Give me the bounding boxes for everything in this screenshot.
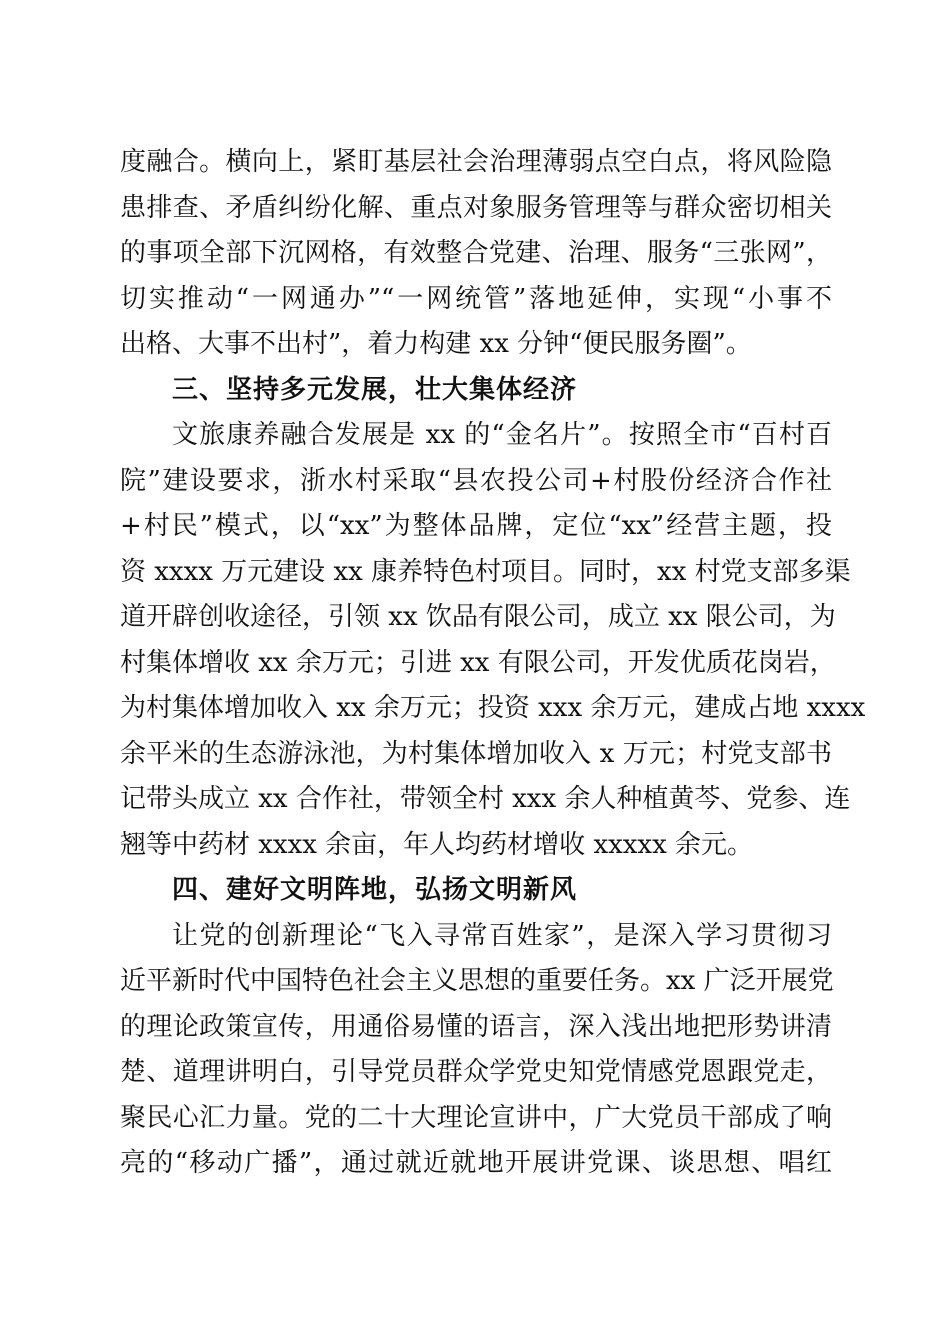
text-line: 让党的创新理论“飞入寻常百姓家”，是深入学习贯彻习 — [172, 920, 832, 951]
text-line: 文旅康养融合发展是 xx 的“金名片”。按照全市“百村百 — [172, 420, 832, 450]
text-line: 院”建设要求，浙水村采取“县农投公司+村股份经济合作社 — [120, 465, 832, 496]
text-line: 的事项全部下沉网格，有效整合党建、治理、服务“三张网”， — [120, 238, 832, 268]
text-line: 患排查、矛盾纠纷化解、重点对象服务管理等与群众密切相关 — [120, 192, 832, 223]
document-page — [120, 140, 866, 1187]
text-line: 亮的“移动广播”，通过就近就地开展讲党课、谈思想、唱红 — [120, 1148, 832, 1178]
text-line: 度融合。横向上，紧盯基层社会治理薄弱点空白点，将风险隐 — [120, 147, 832, 177]
text-line: 翘等中药材 xxxx 余亩，年人均药材增收 xxxxx 余元。 — [120, 829, 754, 860]
paragraph-collective-economy — [120, 413, 866, 868]
paragraph-civilization — [120, 914, 832, 1187]
text-line: 资 xxxx 万元建设 xx 康养特色村项目。同时，xx 村党支部多渠 — [120, 556, 851, 587]
text-line: 楚、道理讲明白，引导党员群众学党史知党情感党恩跟党走， — [120, 1057, 832, 1087]
section-heading-collective-economy: 三、坚持多元发展，壮大集体经济 — [172, 374, 578, 405]
text-line: 的理论政策宣传，用通俗易懂的语言，深入浅出地把形势讲清 — [120, 1011, 832, 1042]
text-line: 为村集体增加收入 xx 余万元；投资 xxx 余万元，建成占地 xxxx — [120, 693, 866, 723]
text-line: 出格、大事不出村”，着力构建 xx 分钟“便民服务圈”。 — [120, 329, 752, 359]
text-line: 切实推动“一网通办”“一网统管”落地延伸，实现“小事不 — [120, 283, 832, 314]
text-line: 道开辟创收途径，引领 xx 饮品有限公司，成立 xx 限公司，为 — [120, 602, 836, 632]
text-line: 近平新时代中国特色社会主义思想的重要任务。xx 广泛开展党 — [120, 966, 834, 996]
text-line: 聚民心汇力量。党的二十大理论宣讲中，广大党员干部成了响 — [120, 1102, 832, 1133]
text-line: 记带头成立 xx 合作社，带领全村 xxx 余人种植黄芩、党参、连 — [120, 784, 851, 814]
text-line: 余平米的生态游泳池，为村集体增加收入 x 万元；村党支部书 — [120, 738, 832, 769]
paragraph-grid-governance — [120, 140, 832, 368]
text-line: +村民”模式，以“xx”为整体品牌，定位“xx”经营主题，投 — [120, 511, 832, 541]
text-line: 村集体增收 xx 余万元；引进 xx 有限公司，开发优质花岗岩， — [120, 647, 836, 678]
section-heading-civilization: 四、建好文明阵地，弘扬文明新风 — [172, 875, 578, 905]
